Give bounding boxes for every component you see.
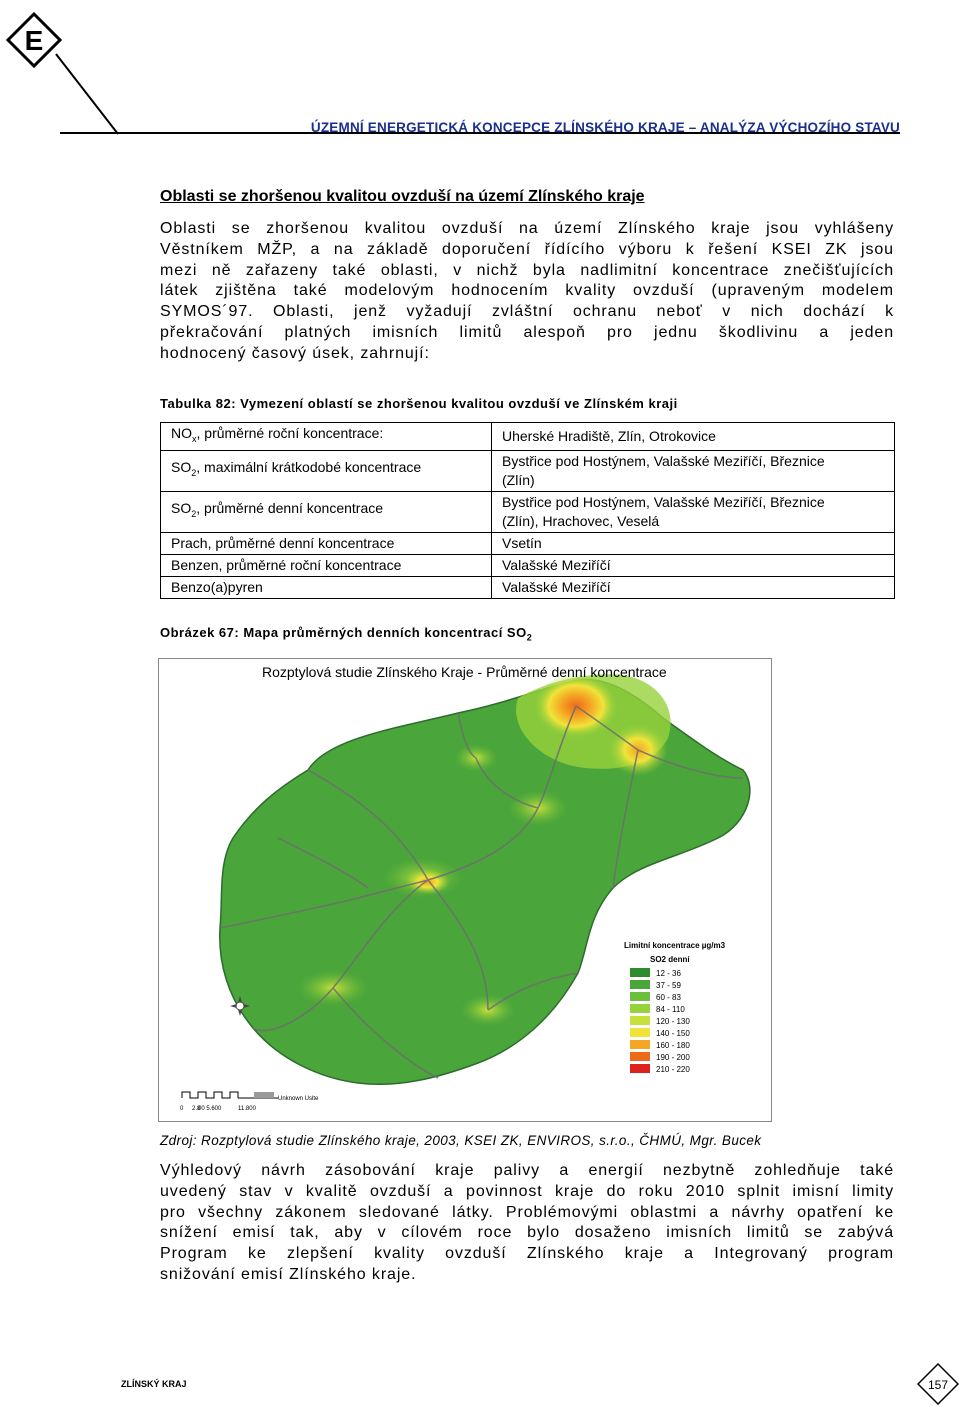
pollutant-cell bbox=[161, 423, 492, 451]
legend-swatch bbox=[630, 1016, 650, 1025]
legend-title: Limitní koncentrace µg/m3 bbox=[624, 941, 726, 950]
paragraph-line: pro všechny zákonem sledované látky. Problémovými oblastmi a návrhy opatření ke bbox=[160, 1203, 894, 1221]
pollutant-cell bbox=[161, 491, 492, 532]
legend-label: 12 - 36 bbox=[656, 969, 681, 978]
header-decoration bbox=[0, 0, 120, 140]
areas-text: Vsetín bbox=[502, 534, 542, 551]
areas-text: Valašské Meziříčí bbox=[502, 556, 611, 573]
logo-letter: E bbox=[24, 25, 44, 56]
legend-label: 140 - 150 bbox=[656, 1029, 690, 1038]
pollutant-name: Prach, průměrné denní koncentrace bbox=[171, 534, 395, 551]
pollutant-name: Benzen, průměrné roční koncentrace bbox=[171, 556, 402, 573]
areas-text: Bystřice pod Hostýnem, Valašské Meziříčí, Březnice bbox=[502, 493, 825, 510]
scale-label: 2.8 bbox=[192, 1106, 201, 1112]
table-row bbox=[161, 491, 895, 532]
areas-cell bbox=[492, 532, 895, 554]
figure-caption-text: Obrázek 67: Mapa průměrných denních koncentrací SO bbox=[160, 625, 527, 640]
pollutant-name: Benzo(a)pyren bbox=[171, 578, 263, 595]
pollutant-cell bbox=[161, 554, 492, 576]
table-caption: Tabulka 82: Vymezení oblastí se zhoršenou kvalitou ovzduší ve Zlínském kraji bbox=[160, 396, 678, 411]
legend-label: 120 - 130 bbox=[656, 1017, 690, 1026]
areas-cell bbox=[492, 491, 895, 532]
legend-swatch bbox=[630, 980, 650, 989]
areas-cell bbox=[492, 423, 895, 451]
pollutant-detail: , průměrné roční koncentrace: bbox=[196, 425, 384, 441]
footer-name: ZLÍNSKÝ KRAJ bbox=[121, 1379, 187, 1389]
map-title: Rozptylová studie Zlínského Kraje - Průměrné denní koncentrace bbox=[262, 664, 667, 680]
paragraph-line: Oblasti se zhoršenou kvalitou ovzduší na území Zlínského kraje jsou vyhlášeny bbox=[160, 220, 894, 237]
paragraph-line: Výhledový návrh zásobování kraje palivy a energií nezbytně zohledňuje také bbox=[160, 1162, 894, 1179]
figure-source: Zdroj: Rozptylová studie Zlínského kraje, 2003, KSEI ZK, ENVIROS, s.r.o., ČHMÚ, Mgr. Bucek bbox=[160, 1133, 762, 1148]
pollutant-cell bbox=[161, 532, 492, 554]
pollutant-name: SO bbox=[171, 459, 192, 476]
figure-caption bbox=[160, 625, 532, 643]
pollutant-subscript: x bbox=[192, 433, 197, 444]
areas-text: Uherské Hradiště, Zlín, Otrokovice bbox=[502, 427, 716, 444]
legend-label: 160 - 180 bbox=[656, 1041, 690, 1050]
legend-swatch bbox=[630, 1064, 650, 1073]
areas-cell bbox=[492, 554, 895, 576]
paragraph-line: snížení emisí tak, aby v cílovém roce bylo dosaženo imisních limitů se zabývá bbox=[160, 1224, 894, 1242]
areas-text: Valašské Meziříčí bbox=[502, 578, 611, 595]
table-row bbox=[161, 423, 895, 451]
pollutant-detail: , maximální krátkodobé koncentrace bbox=[196, 459, 422, 476]
paragraph-line: snižování emisí Zlínského kraje. bbox=[160, 1265, 417, 1283]
legend-label: 190 - 200 bbox=[656, 1053, 690, 1062]
regions-table bbox=[160, 422, 895, 599]
paragraph-line: překračování platných imisních limitů alespoň pro jednu škodlivinu a jeden bbox=[160, 323, 894, 341]
areas-text: (Zlín) bbox=[502, 471, 535, 488]
scale-label: 11.800 bbox=[238, 1106, 256, 1112]
legend-swatch bbox=[630, 992, 650, 1001]
outlook-paragraph bbox=[160, 1161, 894, 1286]
legend-label: 60 - 83 bbox=[656, 993, 681, 1002]
paragraph-line: mezi ně zařazeny také oblasti, v nichž byla nadlimitní koncentrace znečišťujících bbox=[160, 261, 894, 279]
map-legend bbox=[624, 941, 726, 1074]
legend-swatch bbox=[630, 1028, 650, 1037]
page-number-badge bbox=[917, 1363, 959, 1405]
legend-swatch bbox=[630, 1040, 650, 1049]
pollutant-subscript: 2 bbox=[191, 509, 197, 520]
paragraph-line: Věstníkem MŽP, a na základě doporučení řídícího výboru k řešení KSEI ZK jsou bbox=[160, 240, 894, 258]
areas-text: Bystřice pod Hostýnem, Valašské Meziříčí, Březnice bbox=[502, 452, 825, 469]
legend-label: 84 - 110 bbox=[656, 1005, 685, 1014]
scale-bar bbox=[180, 1092, 319, 1112]
pollutant-cell bbox=[161, 450, 492, 491]
concentration-map bbox=[158, 658, 772, 1122]
pollutant-subscript: 2 bbox=[191, 468, 197, 479]
legend-swatch bbox=[630, 1004, 650, 1013]
table-row bbox=[161, 532, 895, 554]
pollutant-cell bbox=[161, 576, 492, 598]
legend-label: 37 - 59 bbox=[656, 981, 681, 990]
header-title: ÚZEMNÍ ENERGETICKÁ KONCEPCE ZLÍNSKÉHO KRAJE – ANALÝZA VÝCHOZÍHO STAVU bbox=[310, 120, 900, 135]
table-row bbox=[161, 450, 895, 491]
legend-swatch bbox=[630, 1052, 650, 1061]
paragraph-line: SYMOS´97. Oblasti, jenž vyžadují zvláštní ochranu neboť v nich dochází k bbox=[160, 303, 894, 321]
areas-cell bbox=[492, 450, 895, 491]
figure-caption-subscript: 2 bbox=[526, 632, 533, 643]
paragraph-line: hodnocený časový úsek, zahrnují: bbox=[160, 344, 430, 362]
scale-label: 00 5.600 bbox=[198, 1106, 222, 1112]
legend-swatch bbox=[630, 968, 650, 977]
paragraph-line: uvedený stav v kvalitě ovzduší a povinnost kraje do roku 2010 splnit imisní limity bbox=[160, 1182, 894, 1200]
paragraph-line: Program ke zlepšení kvality ovzduší Zlínského kraje a Integrovaný program bbox=[160, 1245, 894, 1263]
pollutant-detail: , průměrné denní koncentrace bbox=[196, 500, 384, 517]
intro-paragraph bbox=[160, 219, 894, 365]
scale-label: 0 bbox=[180, 1106, 184, 1112]
paragraph-line: látek zjištěna také modelovým hodnocením kvality ovzduší (upraveným modelem bbox=[160, 282, 894, 300]
areas-text: (Zlín), Hrachovec, Veselá bbox=[502, 512, 660, 529]
legend-label: 210 - 220 bbox=[656, 1065, 690, 1074]
pollutant-name: NO bbox=[171, 425, 192, 441]
table-row bbox=[161, 576, 895, 598]
section-title: Oblasti se zhoršenou kvalitou ovzduší na území Zlínského kraje bbox=[160, 188, 645, 205]
areas-cell bbox=[492, 576, 895, 598]
legend-subtitle: SO2 denní bbox=[650, 955, 690, 964]
table-row bbox=[161, 554, 895, 576]
unknown-label: Unknown Uslte bbox=[278, 1096, 319, 1102]
page-number: 157 bbox=[927, 1378, 949, 1392]
pollutant-name: SO bbox=[171, 500, 192, 517]
